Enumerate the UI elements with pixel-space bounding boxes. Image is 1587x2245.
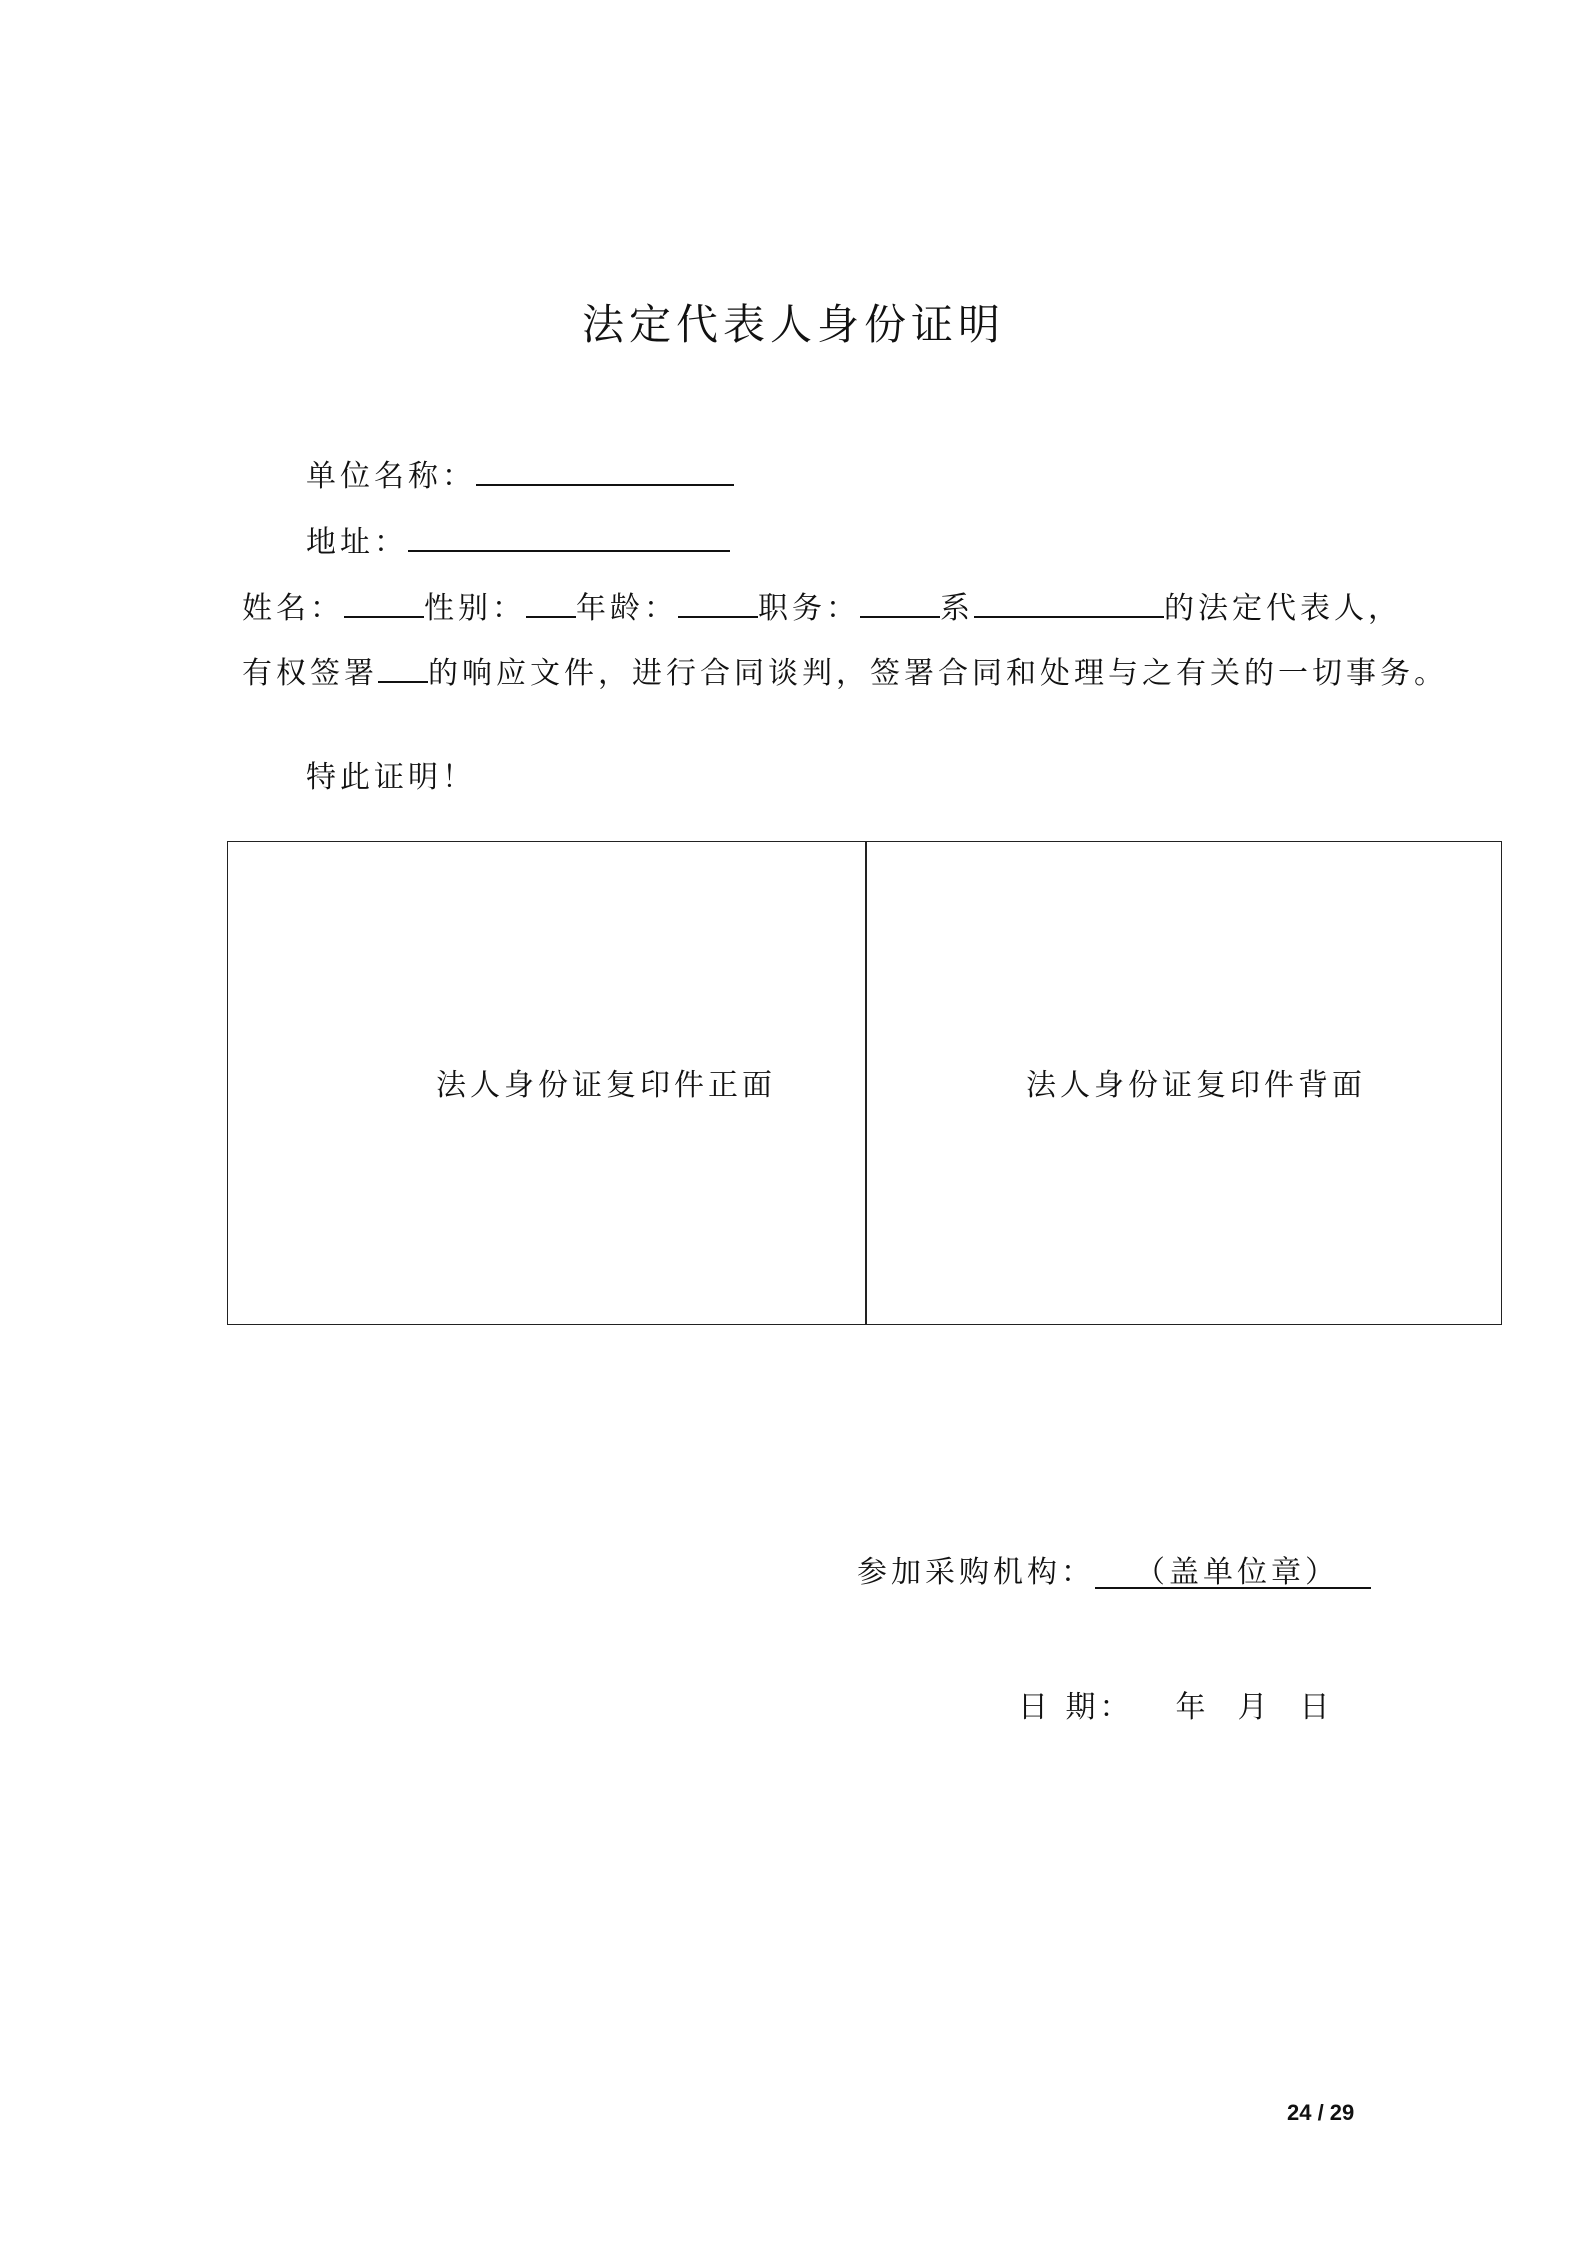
age-label: 年龄：	[576, 591, 678, 626]
id-back-box	[865, 841, 1502, 1325]
address-row	[306, 514, 730, 558]
company-blank[interactable]	[974, 580, 1164, 618]
name-label: 姓名：	[242, 591, 344, 626]
gender-blank[interactable]	[526, 580, 576, 618]
legal-rep-suffix: 的法定代表人，	[1164, 591, 1402, 626]
authority-prefix: 有权签署	[242, 656, 378, 691]
id-front-box	[227, 841, 867, 1325]
address-label: 地址：	[306, 525, 408, 560]
authority-text: 的响应文件，进行合同谈判，签署合同和处理与之有关的一切事务。	[428, 656, 1448, 691]
id-back-label: 法人身份证复印件背面	[1026, 1068, 1366, 1103]
date-day: 日	[1299, 1690, 1334, 1725]
org-row	[857, 1551, 1371, 1595]
seal-text: （盖单位章）	[1135, 1555, 1339, 1590]
seal-blank[interactable]	[1095, 1551, 1371, 1589]
project-blank[interactable]	[378, 645, 428, 683]
age-blank[interactable]	[678, 580, 758, 618]
address-blank[interactable]	[408, 514, 730, 552]
name-blank[interactable]	[344, 580, 424, 618]
of-label: 系	[940, 591, 974, 626]
gender-label: 性别：	[424, 591, 526, 626]
id-front-label: 法人身份证复印件正面	[436, 1068, 776, 1103]
unit-name-label: 单位名称：	[306, 459, 476, 494]
unit-name-blank[interactable]	[476, 448, 734, 486]
position-label: 职务：	[758, 591, 860, 626]
page-number: 24 / 29	[1287, 2100, 1355, 2125]
date-label: 日 期：	[1018, 1690, 1134, 1725]
certify-text: 特此证明！	[306, 760, 476, 795]
org-label: 参加采购机构：	[857, 1555, 1095, 1590]
date-year: 年	[1175, 1690, 1210, 1725]
person-info-row	[242, 580, 1402, 624]
position-blank[interactable]	[860, 580, 940, 618]
date-row	[1018, 1686, 1334, 1730]
date-month: 月	[1237, 1690, 1272, 1725]
document-title: 法定代表人身份证明	[581, 300, 1005, 349]
authority-row	[242, 645, 1448, 689]
unit-name-row	[306, 448, 734, 492]
